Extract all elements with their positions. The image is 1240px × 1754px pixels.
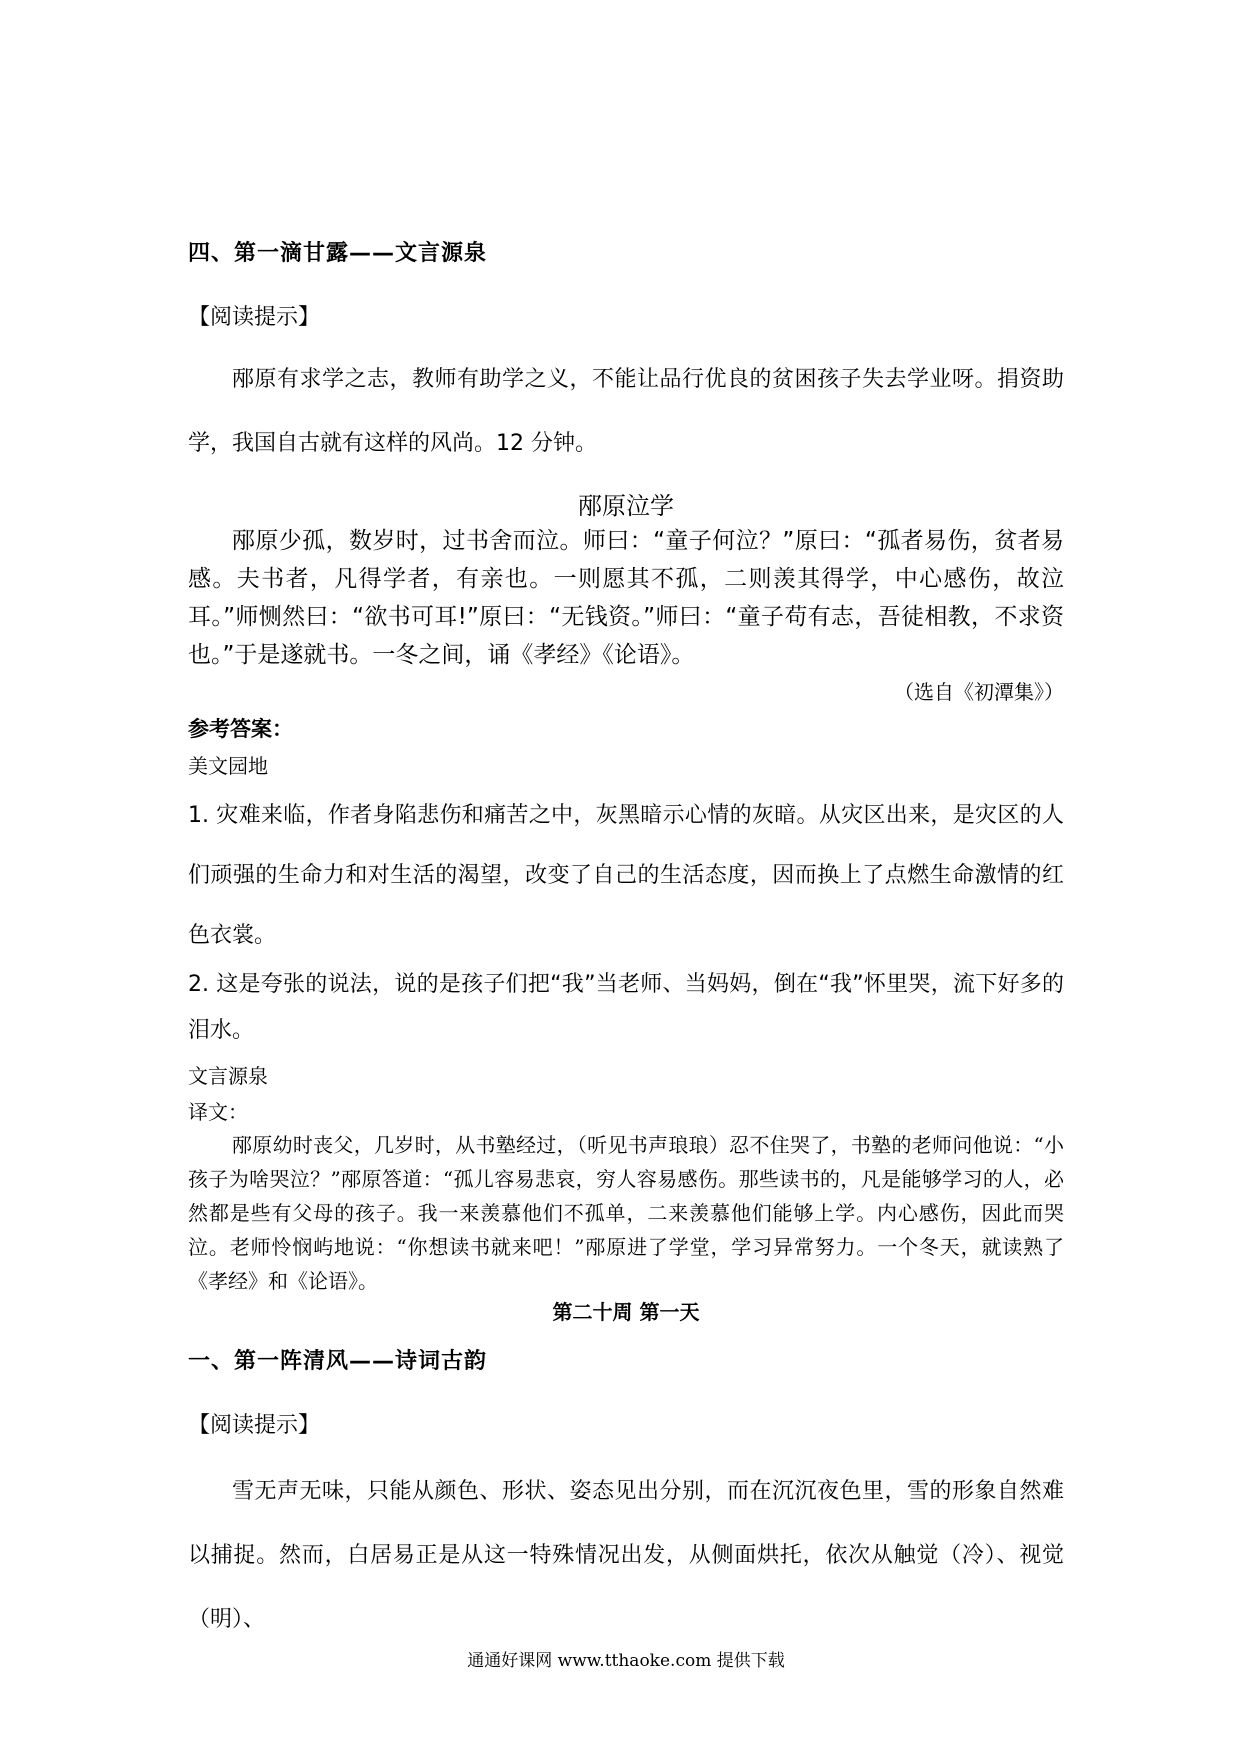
section-heading-2: 一、第一阵清风——诗词古韵 [188,1349,488,1374]
answers-heading: 参考答案： [188,717,293,741]
passage-source: （选自《初潭集》） [894,680,1064,704]
answers-part2-title: 文言源泉 [188,1064,268,1088]
answers-part1-title: 美文园地 [188,754,268,778]
answer-item-2: 2. 这是夸张的说法，说的是孩子们把“我”当老师、当妈妈，倒在“我”怀里哭，流下好多的泪水。 [188,972,1064,1043]
reading-tip-text-2: 雪无声无味，只能从颜色、形状、姿态见出分别，而在沉沉夜色里，雪的形象自然难以捕捉。然而，白居易正是从这一特殊情况出发，从侧面烘托，依次从触觉（冷）、视觉（明）、 [188,1479,1064,1632]
passage-text: 邴原少孤，数岁时，过书舍而泣。师曰：“童子何泣？”原曰：“孤者易伤，贫者易感。夫书者，凡得学者，有亲也。一则愿其不孤，二则羡其得学，中心感伤，故泣耳。”师恻然曰：“欲书可耳!”原曰：“无钱资。”师曰：“童子苟有志，吾徒相教，不求资也。”于是遂就书。一冬之间，诵《孝经》《论语》。 [188,528,1064,668]
footer-text: 通通好课网 www.tthaoke.com 提供下载 [467,1651,785,1671]
translation-label: 译文： [188,1100,248,1124]
reading-tip-text: 邴原有求学之志，教师有助学之义，不能让品行优良的贫困孩子失去学业呀。捐资助学，我国自古就有这样的风尚。12 分钟。 [188,367,1064,456]
reading-tip-label-2: 【阅读提示】 [188,1413,321,1438]
answer-item-1: 1. 灾难来临，作者身陷悲伤和痛苦之中，灰黑暗示心情的灰暗。从灾区出来，是灾区的人们顽强的生命力和对生活的渴望，改变了自己的生活态度，因而换上了点燃生命激情的红色衣裳。 [188,803,1064,948]
reading-tip-label: 【阅读提示】 [188,305,321,330]
week-title: 第二十周 第一天 [552,1300,700,1324]
passage-title: 邴原泣学 [578,492,674,520]
section-heading: 四、第一滴甘露——文言源泉 [188,241,488,266]
translation-text: 邴原幼时丧父，几岁时，从书塾经过，（听见书声琅琅）忍不住哭了，书塾的老师问他说：“小孩子为啥哭泣？”邴原答道：“孤儿容易悲哀，穷人容易感伤。那些读书的，凡是能够学习的人，必然都是些有父母的孩子。我一来羡慕他们不孤单，二来羡慕他们能够上学。内心感伤，因此而哭泣。老师怜悯屿地说：“你想读书就来吧！”邴原进了学堂，学习异常努力。一个冬天，就读熟了《孝经》和《论语》。 [188,1133,1064,1293]
